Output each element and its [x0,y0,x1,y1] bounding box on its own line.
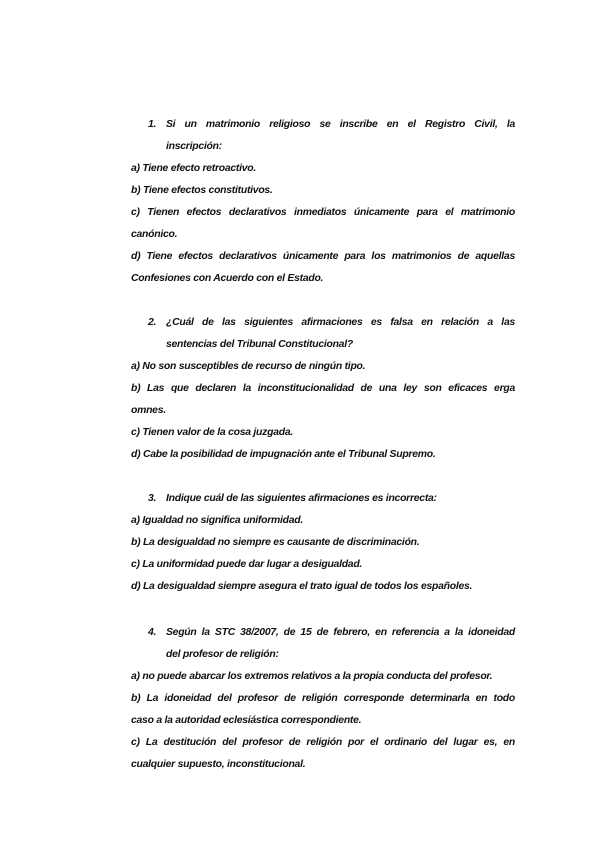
question-4-line-1: 4. Según la STC 38/2007, de 15 de febrero, en referencia a la idoneidad [148,627,515,638]
question-1-option-d: d) Tiene efectos declarativos únicamente para los matrimonios de aquellas [131,251,515,262]
question-3-line-1: 3. Indique cuál de las siguientes afirmaciones es incorrecta: [148,493,437,504]
question-3-option-d: d) La desigualdad siempre asegura el trato igual de todos los españoles. [131,581,473,592]
question-4-option-b-cont: caso a la autoridad eclesiástica correspondiente. [131,715,362,726]
question-3-option-c: c) La uniformidad puede dar lugar a desigualdad. [131,559,363,570]
question-3-option-b: b) La desigualdad no siempre es causante de discriminación. [131,537,420,548]
question-2-option-a: a) No son susceptibles de recurso de ningún tipo. [131,361,366,372]
question-1-option-d-cont: Confesiones con Acuerdo con el Estado. [131,273,324,284]
question-1-option-c: c) Tienen efectos declarativos inmediatos únicamente para el matrimonio [131,207,515,218]
question-2-line-1: 2. ¿Cuál de las siguientes afirmaciones es falsa en relación a las [148,317,515,328]
question-1-option-b: b) Tiene efectos constitutivos. [131,185,273,196]
question-2-line-2: sentencias del Tribunal Constitucional? [166,339,353,350]
question-4-line-2: del profesor de religión: [166,649,279,660]
question-2-option-b-cont: omnes. [131,405,166,416]
question-1-line-1: 1. Si un matrimonio religioso se inscribe en el Registro Civil, la [148,119,515,130]
question-4-option-b: b) La idoneidad del profesor de religión corresponde determinarla en todo [131,693,515,704]
question-2-option-c: c) Tienen valor de la cosa juzgada. [131,427,293,438]
question-2-option-d: d) Cabe la posibilidad de impugnación ante el Tribunal Supremo. [131,449,436,460]
question-3-option-a: a) Igualdad no significa uniformidad. [131,515,304,526]
question-1-option-a: a) Tiene efecto retroactivo. [131,163,257,174]
question-4-option-c: c) La destitución del profesor de religión por el ordinario del lugar es, en [131,737,515,748]
question-4-option-a: a) no puede abarcar los extremos relativos a la propia conducta del profesor. [131,671,493,682]
question-2-option-b: b) Las que declaren la inconstitucionalidad de una ley son eficaces erga [131,383,515,394]
question-1-option-c-cont: canónico. [131,229,178,240]
question-4-option-c-cont: cualquier supuesto, inconstitucional. [131,759,306,770]
question-1-line-2: inscripción: [166,141,222,152]
